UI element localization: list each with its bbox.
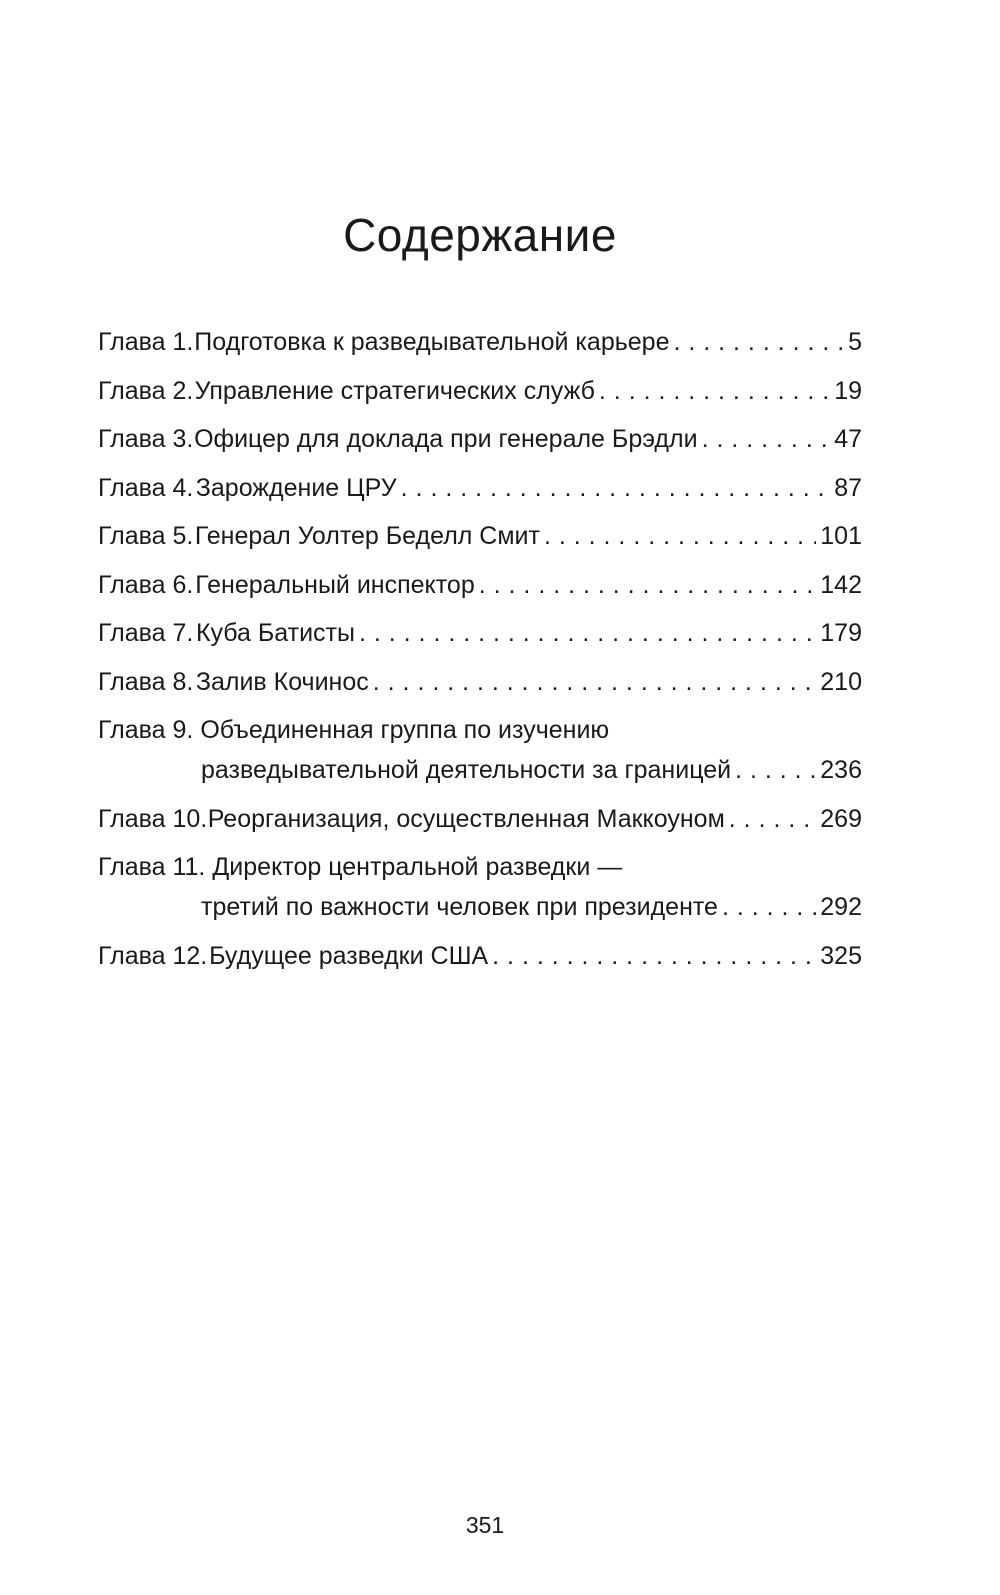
dot-leader bbox=[373, 662, 817, 702]
chapter-title: Генерал Уолтер Беделл Смит bbox=[194, 522, 540, 550]
chapter-title: Генеральный инспектор bbox=[195, 570, 475, 599]
toc-entry-7 bbox=[98, 613, 862, 653]
chapter-label: Глава 1. bbox=[98, 328, 194, 356]
page-ref: 142 bbox=[820, 570, 862, 599]
chapter-label: Глава 12. bbox=[98, 941, 208, 970]
dot-leader bbox=[544, 516, 816, 556]
dot-leader bbox=[722, 887, 816, 927]
page-ref: 325 bbox=[820, 941, 862, 970]
chapter-label: Глава 8. bbox=[98, 667, 194, 696]
dot-leader bbox=[359, 613, 816, 653]
chapter-label: Глава 6. bbox=[98, 570, 194, 599]
chapter-title: Подготовка к разведывательной карьере bbox=[194, 328, 670, 356]
table-of-contents bbox=[98, 322, 862, 984]
page-ref: 19 bbox=[834, 376, 862, 405]
chapter-label: Глава 9. bbox=[98, 716, 194, 744]
page-ref: 5 bbox=[848, 328, 862, 356]
chapter-title: Залив Кочинос bbox=[195, 667, 369, 696]
chapter-title: Куба Батисты bbox=[195, 619, 355, 647]
dot-leader bbox=[492, 936, 816, 976]
chapter-label: Глава 5. bbox=[98, 522, 194, 550]
toc-entry-6 bbox=[98, 565, 862, 605]
page-ref: 210 bbox=[820, 667, 862, 696]
dot-leader bbox=[479, 565, 817, 605]
chapter-title: Управление стратегических служб bbox=[194, 376, 595, 405]
chapter-title: Зарождение ЦРУ bbox=[195, 473, 397, 502]
toc-entry-5 bbox=[98, 516, 862, 556]
dot-leader bbox=[673, 322, 844, 362]
chapter-title-line2: третий по важности человек при президенте bbox=[201, 893, 718, 921]
page-number: 351 bbox=[465, 1512, 505, 1538]
page-title: Содержание bbox=[343, 209, 617, 261]
chapter-title: Реорганизация, осуществленная Маккоуном bbox=[207, 804, 725, 833]
toc-entry-4 bbox=[98, 468, 862, 508]
page-ref: 101 bbox=[820, 522, 862, 550]
dot-leader bbox=[599, 371, 830, 411]
page-ref: 47 bbox=[834, 425, 862, 453]
dot-leader bbox=[702, 419, 831, 459]
page-ref: 269 bbox=[820, 804, 862, 833]
toc-entry-3 bbox=[98, 419, 862, 459]
page-ref: 292 bbox=[820, 893, 862, 921]
toc-entry-8 bbox=[98, 662, 862, 702]
chapter-label: Глава 10. bbox=[98, 804, 208, 833]
toc-entry-9 bbox=[98, 710, 862, 790]
chapter-title-line1: Объединенная группа по изучению bbox=[200, 716, 610, 744]
chapter-label: Глава 4. bbox=[98, 473, 194, 502]
toc-entry-11 bbox=[98, 847, 862, 927]
chapter-title-line2: разведывательной деятельности за границей bbox=[201, 756, 732, 784]
page-ref: 179 bbox=[820, 619, 862, 647]
chapter-label: Глава 11. bbox=[98, 853, 206, 881]
toc-entry-2 bbox=[98, 371, 862, 411]
toc-entry-10 bbox=[98, 799, 862, 839]
chapter-title-line1: Директор центральной разведки — bbox=[212, 853, 623, 881]
chapter-label: Глава 7. bbox=[98, 619, 194, 647]
page-ref: 87 bbox=[834, 473, 862, 502]
dot-leader bbox=[401, 468, 831, 508]
chapter-label: Глава 2. bbox=[98, 376, 194, 405]
page-ref: 236 bbox=[820, 756, 862, 784]
chapter-title: Будущее разведки США bbox=[209, 941, 489, 970]
chapter-label: Глава 3. bbox=[98, 425, 194, 453]
dot-leader bbox=[735, 750, 816, 790]
toc-entry-12 bbox=[98, 936, 862, 976]
chapter-title: Офицер для доклада при генерале Брэдли bbox=[194, 425, 698, 453]
toc-entry-1 bbox=[98, 322, 862, 362]
dot-leader bbox=[729, 799, 817, 839]
